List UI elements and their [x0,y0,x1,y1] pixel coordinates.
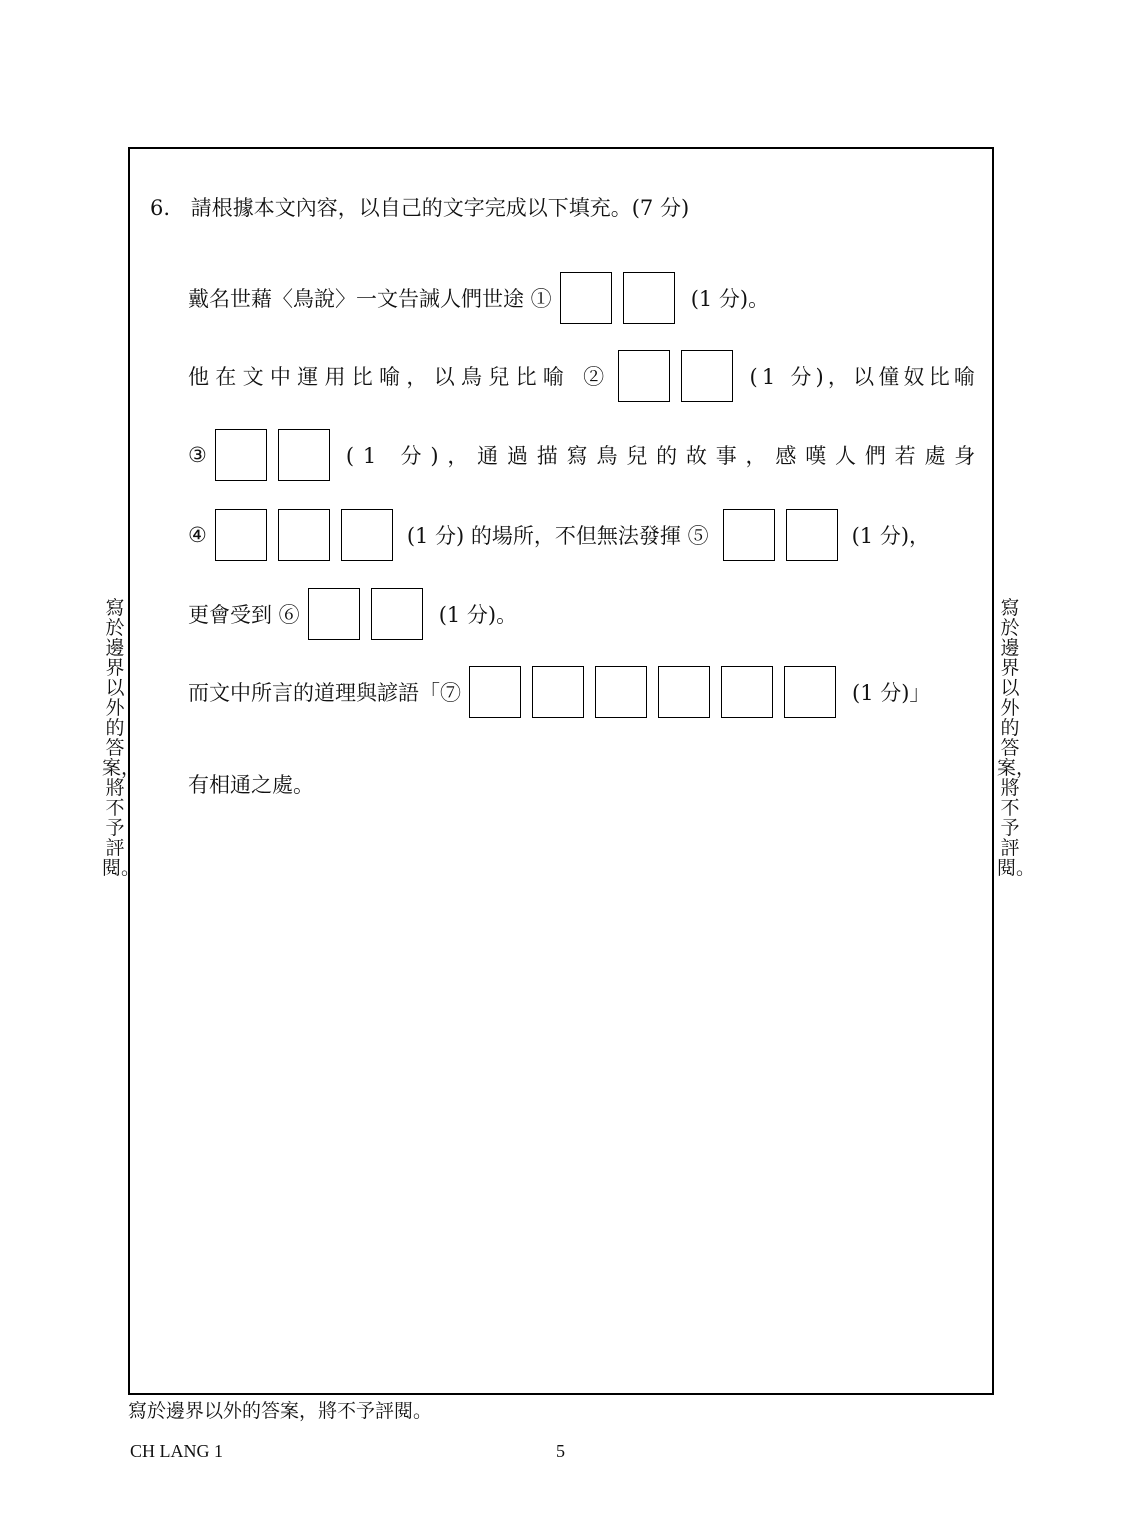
line-2-mark: (1 分)，以僮奴比喻 [749,365,980,389]
answer-box[interactable] [469,666,521,718]
line-7-text: 有相通之處。 [188,773,314,797]
line-3-mark: (1 分)，通過描寫鳥兒的故事，感嘆人們若處身 [345,444,985,468]
bottom-margin-note: 寫於邊界以外的答案，將不予評閱。 [128,1400,433,1422]
blank-6[interactable] [308,588,423,640]
fill-line-5 [188,586,517,642]
blank-7[interactable] [469,666,836,718]
question-header [150,195,689,221]
answer-box[interactable] [784,666,836,718]
line-4-mark-2: (1 分)， [851,524,931,548]
line-5-mark: (1 分)。 [438,603,518,627]
line-2-text: 他在文中運用比喻，以鳥兒比喻 ② [188,365,611,389]
question-number: 6. [150,196,171,220]
line-1-mark: (1 分)。 [690,287,770,311]
answer-box[interactable] [532,666,584,718]
blank-2[interactable] [618,350,733,402]
line-5-text: 更會受到 ⑥ [188,603,300,627]
answer-box[interactable] [721,666,773,718]
answer-box[interactable] [308,588,360,640]
fill-line-4 [188,507,930,563]
answer-box[interactable] [618,350,670,402]
line-6-mark: (1 分)」 [852,681,931,705]
fill-line-1 [188,270,769,326]
answer-box[interactable] [278,509,330,561]
answer-box[interactable] [560,272,612,324]
answer-box[interactable] [371,588,423,640]
fill-line-7 [188,756,314,812]
answer-box[interactable] [723,509,775,561]
answer-box[interactable] [595,666,647,718]
answer-box[interactable] [215,429,267,481]
margin-note-right: 寫於邊界以外的答案，將不予評閱。 [997,597,1036,879]
fill-line-3 [188,427,984,483]
fill-line-2 [188,348,979,404]
answer-box[interactable] [623,272,675,324]
answer-box[interactable] [215,509,267,561]
answer-box[interactable] [681,350,733,402]
line-4-num: ④ [188,523,207,547]
answer-box[interactable] [658,666,710,718]
fill-line-6 [188,664,930,720]
answer-box[interactable] [341,509,393,561]
line-3-num: ③ [188,443,207,467]
line-6-text: 而文中所言的道理與諺語「⑦ [188,681,461,705]
line-4-mark: (1 分) 的場所，不但無法發揮 ⑤ [406,524,709,548]
line-1-text: 戴名世藉〈鳥說〉一文告誡人們世途 ① [188,287,552,311]
page-number: 5 [556,1441,565,1461]
blank-5[interactable] [723,509,838,561]
question-prompt: 請根據本文內容，以自己的文字完成以下填充。(7 分) [190,196,690,220]
paper-code: CH LANG 1 [130,1441,223,1461]
blank-4[interactable] [215,509,393,561]
answer-box[interactable] [786,509,838,561]
answer-box[interactable] [278,429,330,481]
blank-1[interactable] [560,272,675,324]
margin-note-left: 寫於邊界以外的答案，將不予評閱。 [102,597,141,879]
blank-3[interactable] [215,429,330,481]
